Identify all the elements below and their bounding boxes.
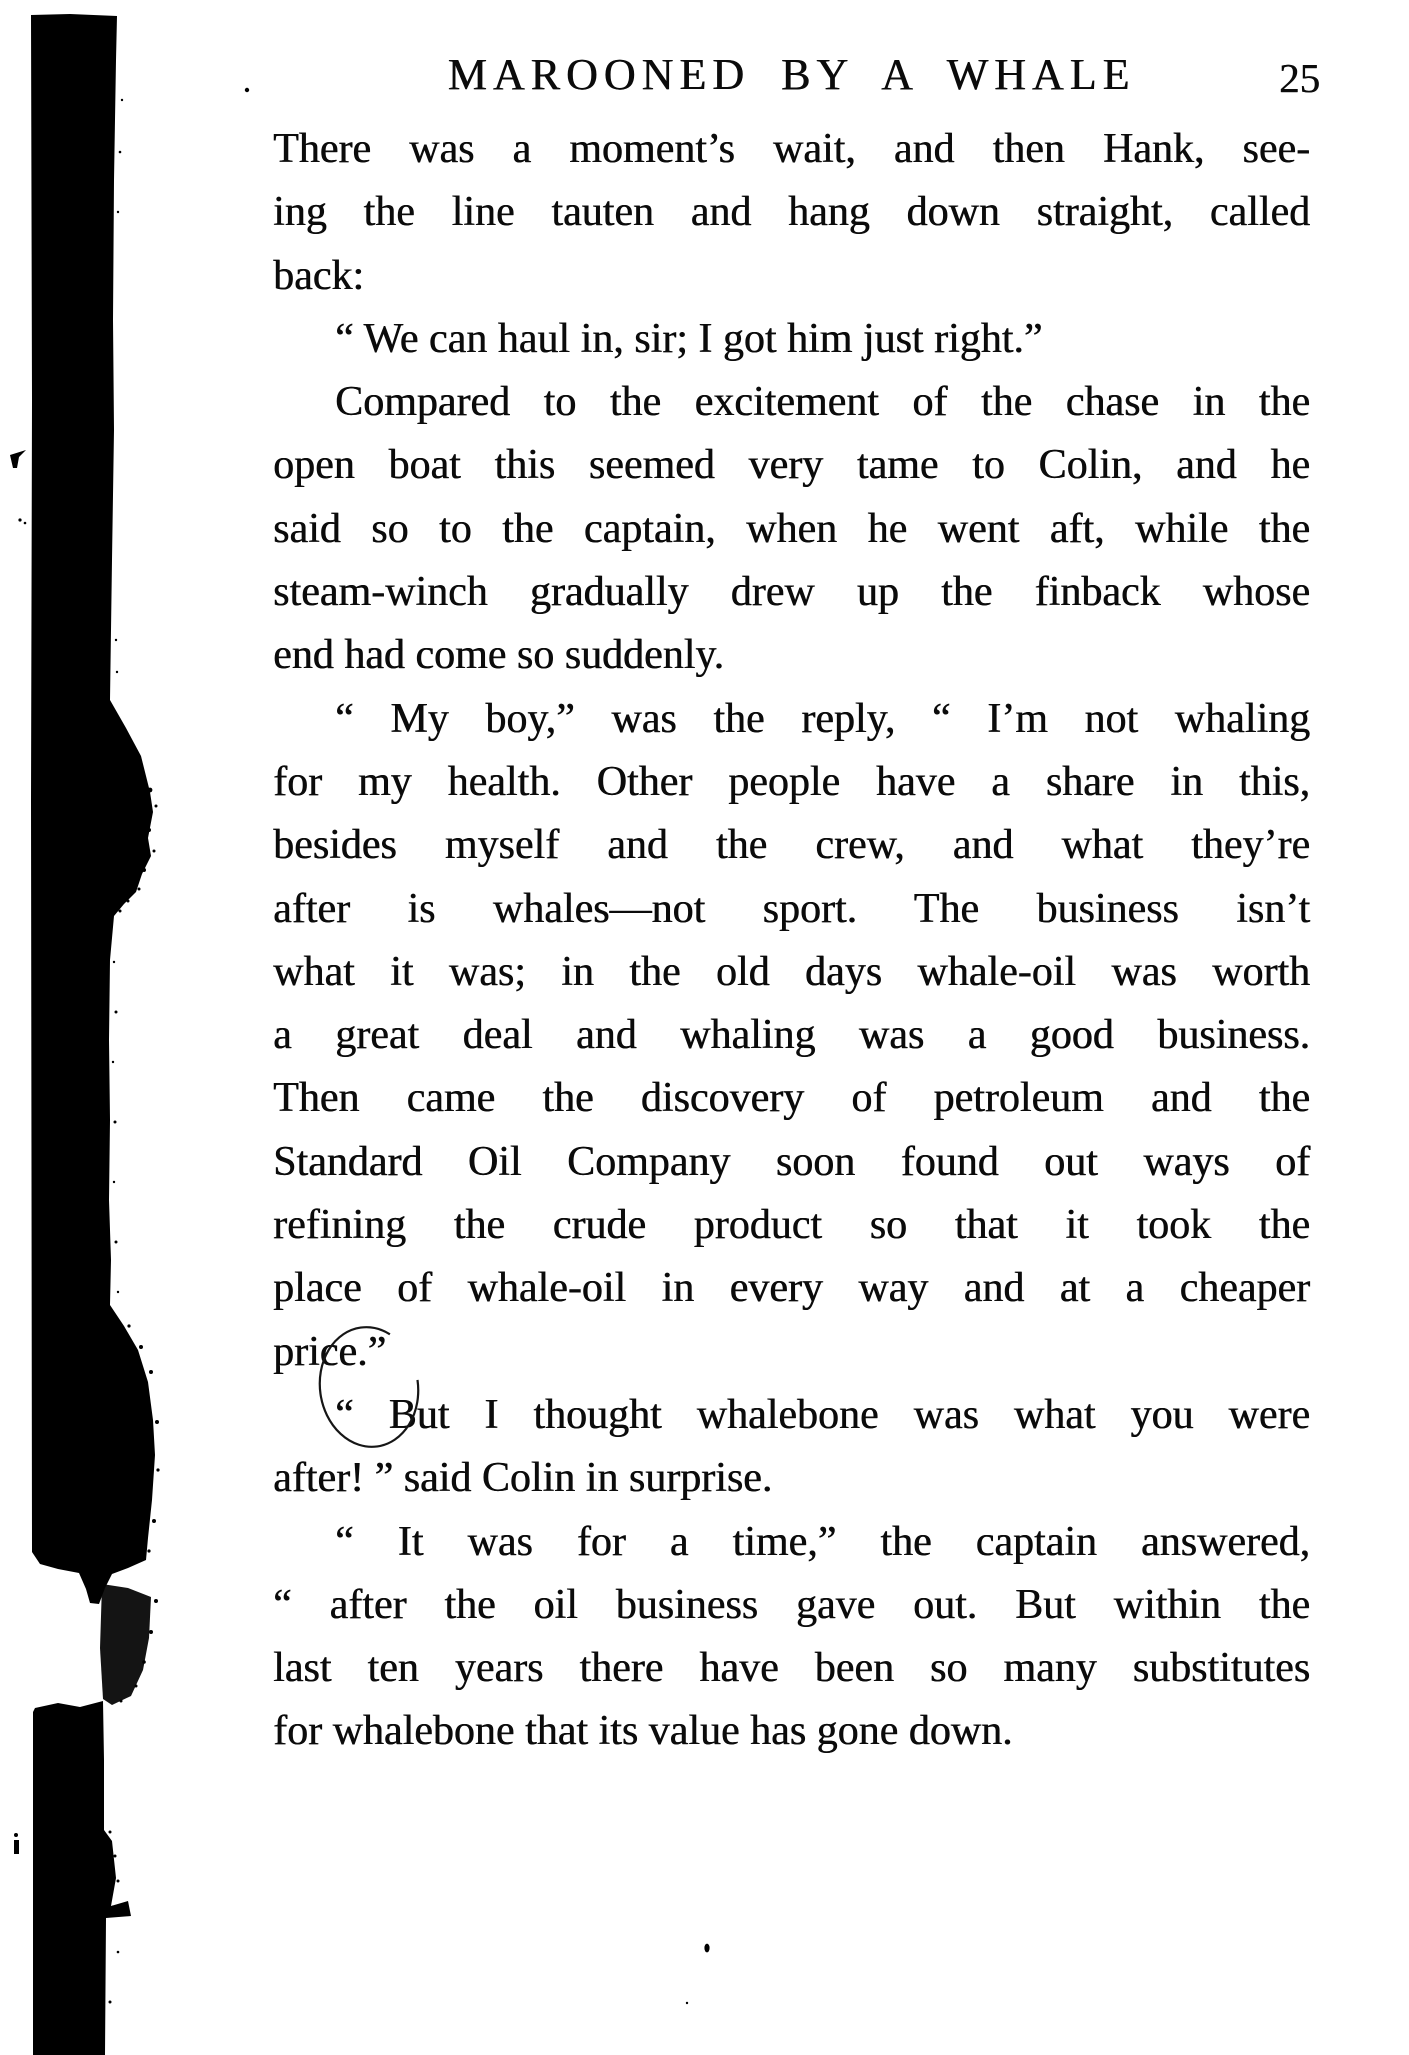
- page-title: MAROONED BY A WHALE: [447, 50, 1136, 99]
- text-line: price.”: [273, 1328, 387, 1375]
- text-line: said so to the captain, when he went aft, while the: [273, 505, 1310, 552]
- text-line: after! ” said Colin in surprise.: [273, 1455, 773, 1502]
- text-line: “ My boy,” was the reply, “ I’m not whaling: [335, 695, 1310, 742]
- text-line: back:: [273, 252, 364, 299]
- text-line: Compared to the excitement of the chase in the: [335, 379, 1310, 426]
- text-line: place of whale-oil in every way and at a cheaper: [273, 1265, 1310, 1312]
- text-line: open boat this seemed very tame to Colin, and he: [273, 442, 1310, 489]
- text-line: for my health. Other people have a share in this,: [273, 758, 1310, 805]
- scan-artifact-left-edge: [31, 14, 155, 1604]
- text-line: “ after the oil business gave out. But within the: [273, 1581, 1310, 1628]
- text-line: refining the crude product so that it took the: [273, 1202, 1310, 1249]
- text-line: “ It was for a time,” the captain answered,: [335, 1518, 1310, 1565]
- text-line: last ten years there have been so many substitutes: [273, 1645, 1310, 1692]
- text-line: Then came the discovery of petroleum and the: [273, 1075, 1310, 1122]
- text-line: besides myself and the crew, and what they’re: [273, 822, 1310, 869]
- page-number: 25: [1279, 55, 1320, 101]
- text-line: There was a moment’s wait, and then Hank, see-: [273, 126, 1310, 172]
- text-line: after is whales—not sport. The business isn’t: [273, 885, 1310, 932]
- scan-artifact-streak: [100, 1584, 151, 1705]
- text-line: what it was; in the old days whale-oil was worth: [273, 948, 1310, 995]
- text-line: steam-winch gradually drew up the finback whose: [273, 569, 1310, 616]
- text-line: a great deal and whaling was a good business.: [273, 1012, 1310, 1059]
- text-line: ing the line tauten and hang down straight, called: [273, 189, 1310, 236]
- body-text: [273, 118, 1310, 1764]
- text-line: “ But I thought whalebone was what you were: [335, 1391, 1310, 1438]
- text-line: “ We can haul in, sir; I got him just right.”: [335, 315, 1043, 362]
- scan-artifact-left-bottom: [33, 1701, 131, 2055]
- text-line: for whalebone that its value has gone down.: [273, 1708, 1013, 1755]
- text-line: end had come so suddenly.: [273, 632, 725, 679]
- scan-speckles: [109, 99, 160, 2004]
- text-line: Standard Oil Company soon found out ways of: [273, 1138, 1310, 1185]
